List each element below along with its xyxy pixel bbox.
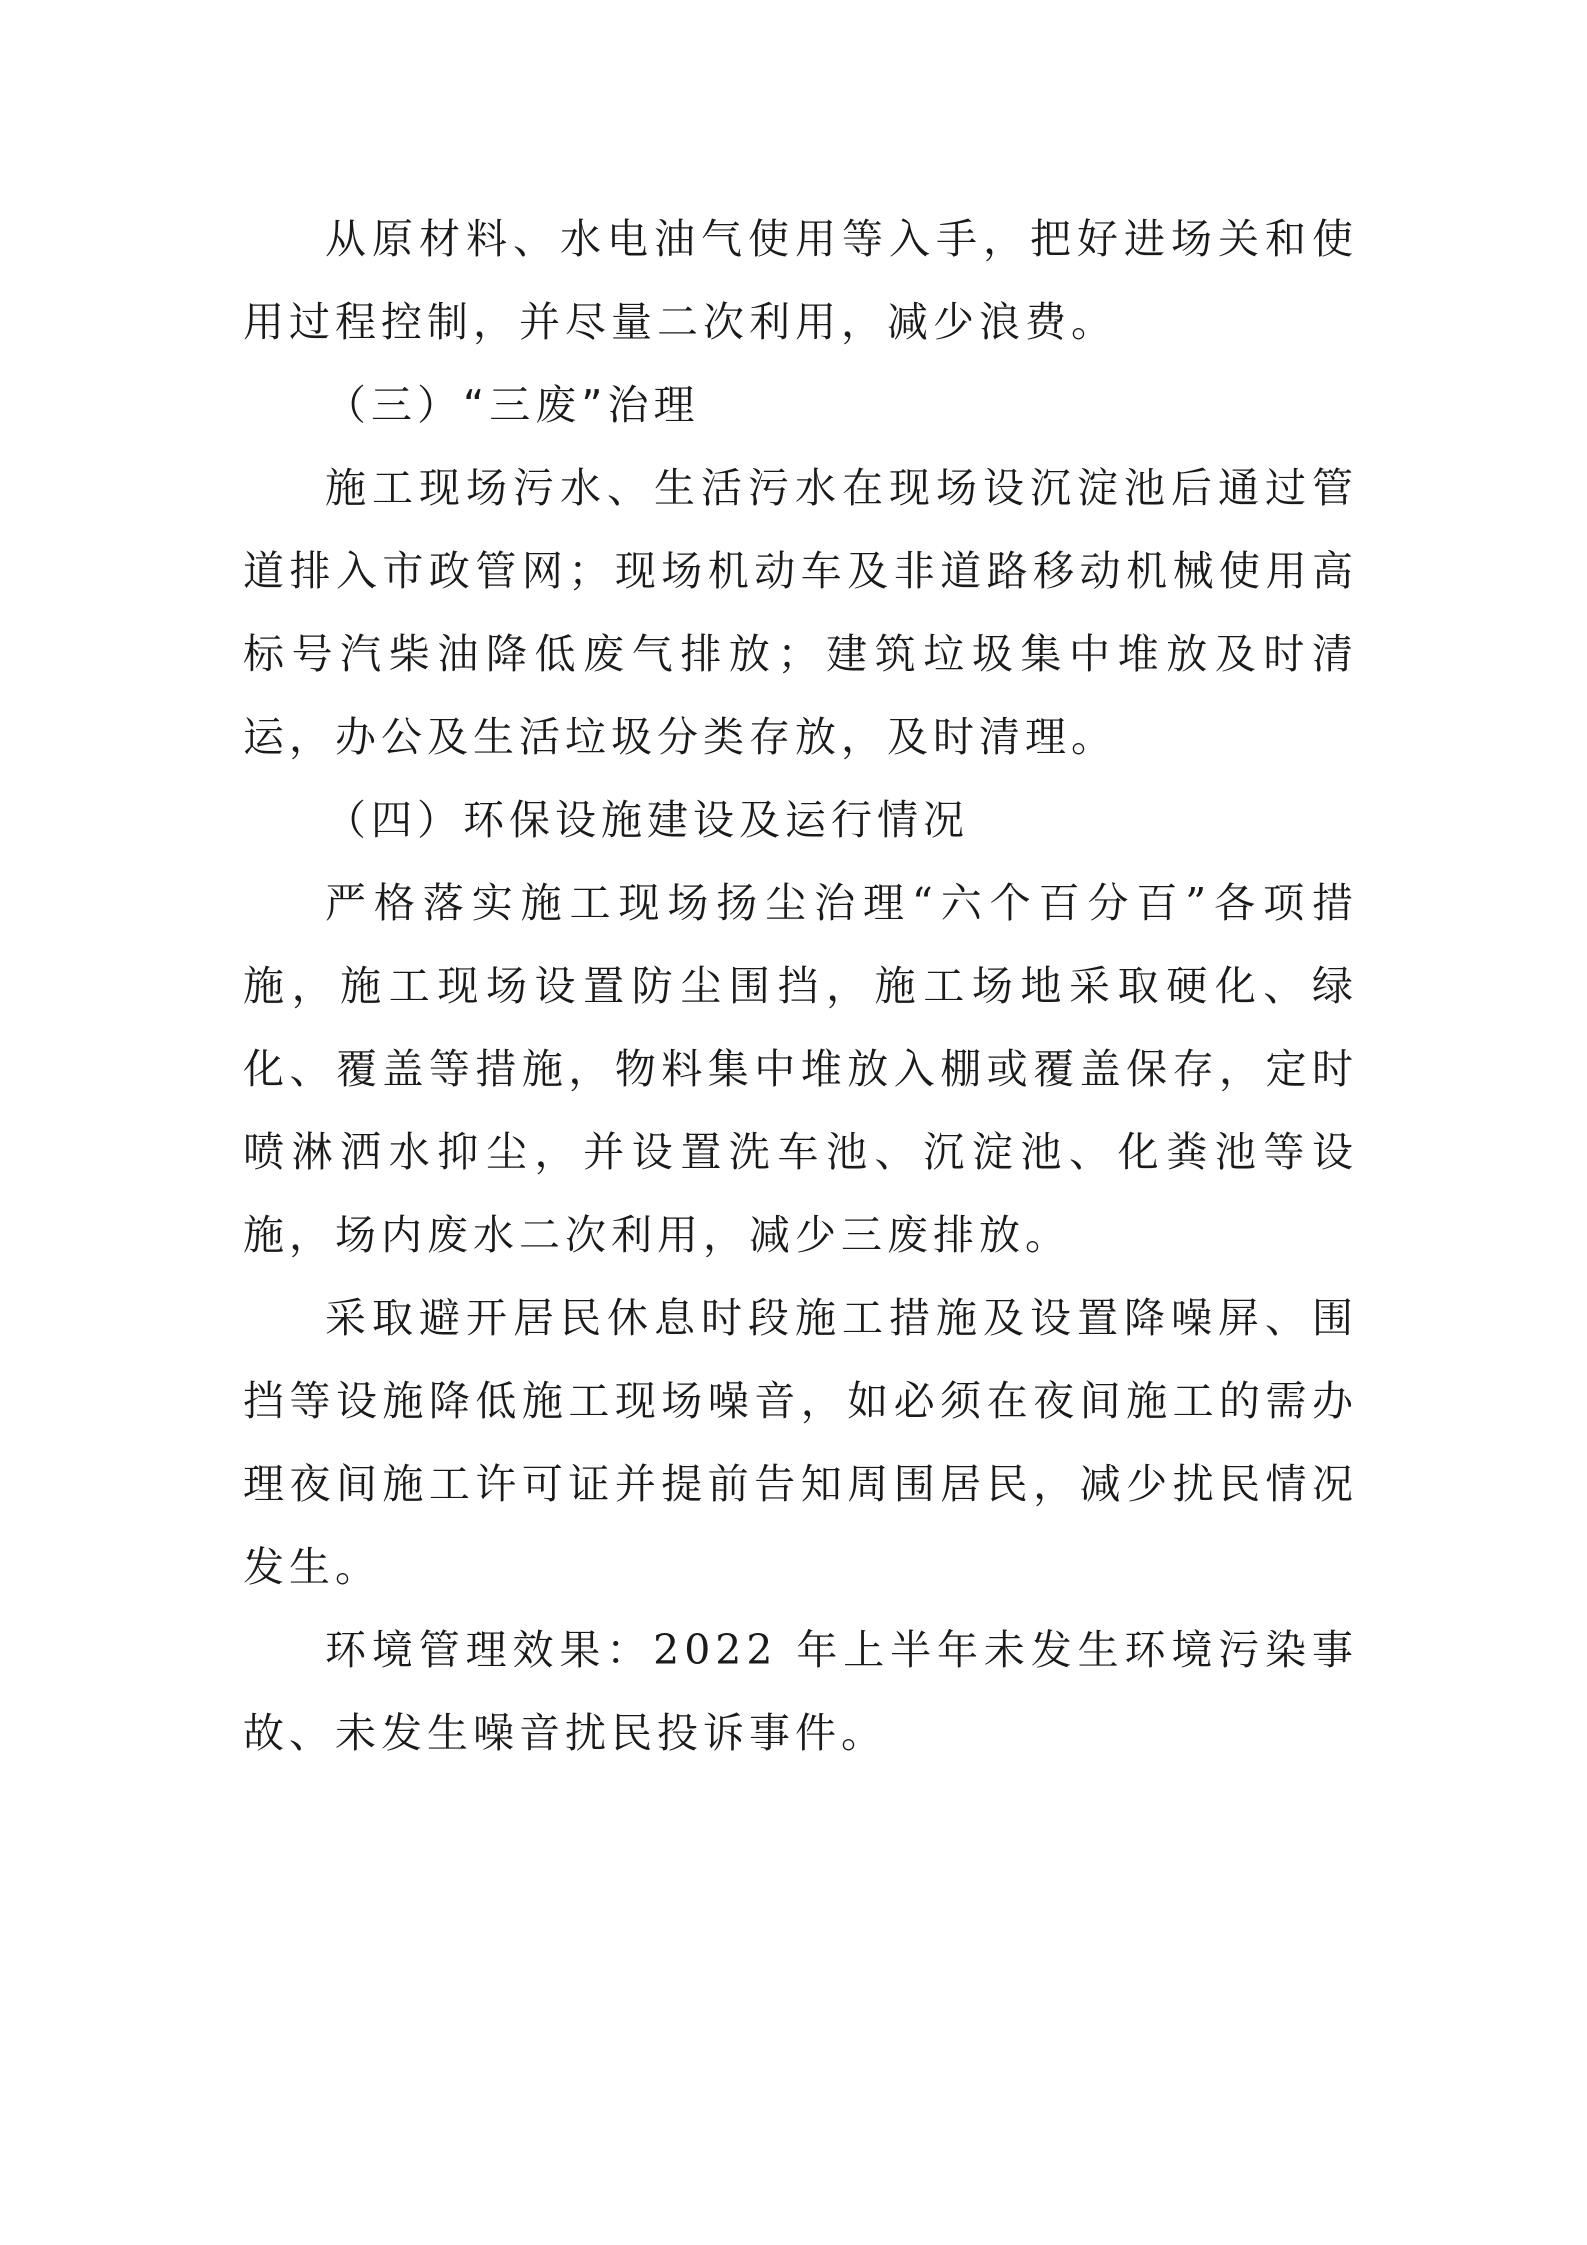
section-heading-environmental-facilities: （四）环保设施建设及运行情况: [325, 796, 969, 844]
paragraph-three-wastes: 施工现场污水、生活污水在现场设沉淀池后通过管道排入市政管网；现场机动车及非道路移动机械使用高标号汽柴油降低废气排放；建筑垃圾集中堆放及时清运，办公及生活垃圾分类存放，及时清理。: [243, 464, 1358, 761]
section-heading-three-wastes: （三）“三废”治理: [325, 381, 700, 429]
paragraph-noise-control: 采取避开居民休息时段施工措施及设置降噪屏、围挡等设施降低施工现场噪音，如必须在夜间施工的需办理夜间施工许可证并提前告知周围居民，减少扰民情况发生。: [243, 1294, 1358, 1591]
paragraph-materials-control: 从原材料、水电油气使用等入手，把好进场关和使用过程控制，并尽量二次利用，减少浪费。: [243, 215, 1358, 346]
paragraph-dust-control: 严格落实施工现场扬尘治理“六个百分百”各项措施，施工现场设置防尘围挡，施工场地采取硬化、绿化、覆盖等措施，物料集中堆放入棚或覆盖保存，定时喷淋洒水抑尘，并设置洗车池、沉淀池、化粪池等设施，场内废水二次利用，减少三废排放。: [243, 879, 1358, 1259]
document-body: [243, 198, 1358, 1775]
paragraph-management-result: 环境管理效果：2022 年上半年未发生环境污染事故、未发生噪音扰民投诉事件。: [243, 1626, 1358, 1757]
